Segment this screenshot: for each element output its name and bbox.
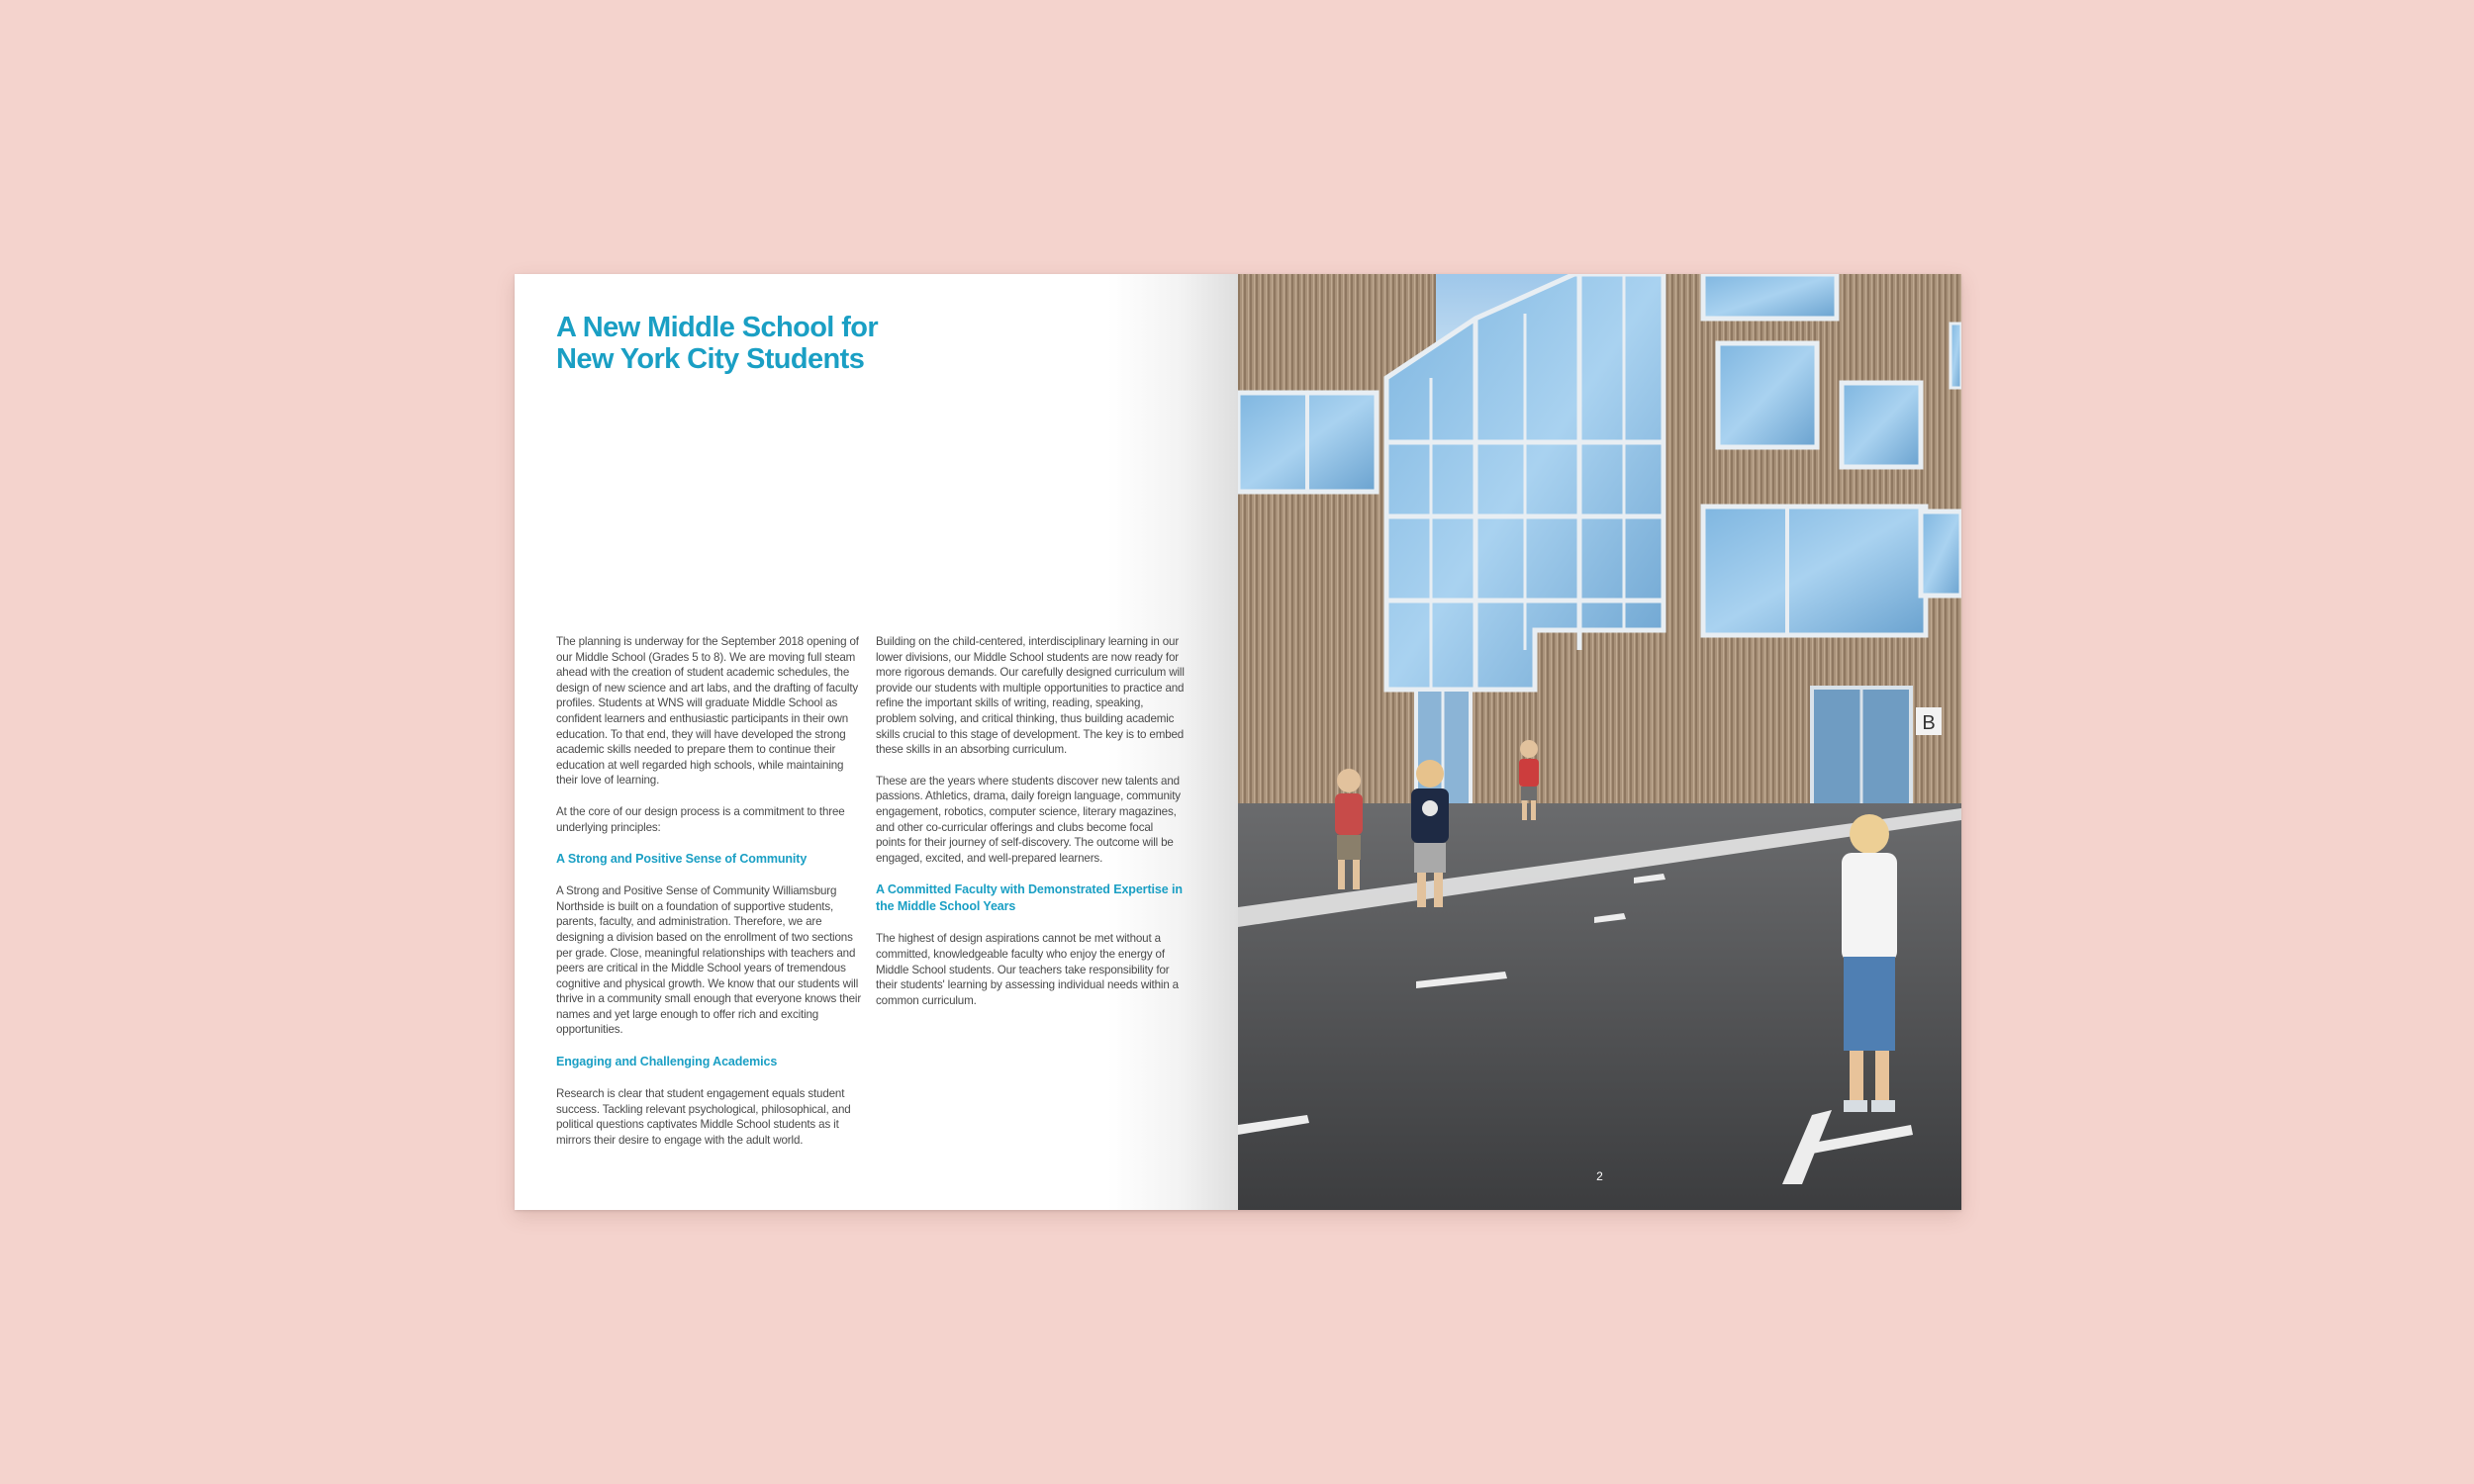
paragraph: Research is clear that student engagement equals student success. Tackling relevant psychological, philosophical, and political questions captivates Middle School students as it mirrors their desire to engage with the adult world.: [556, 1087, 851, 1147]
paragraph: At the core of our design process is a commitment to three underlying principles:: [556, 804, 845, 834]
paragraph: The planning is underway for the September 2018 opening of our Middle School (Grades 5 to 8). We are moving full steam ahead with the creation of student academic schedules, the design of new science and art labs, and the drafting of faculty profiles. Students at WNS will graduate Middle School as confident learners and enthusiastic participants in their own education. To that end, they will have developed the strong academic skills needed to prepare them to continue their education at well regarded high schools, while maintaining their love of learning.: [556, 635, 859, 788]
section-heading: Engaging and Challenging Academics: [556, 1055, 778, 1069]
section-heading: A Strong and Positive Sense of Community: [556, 852, 808, 867]
paragraph: These are the years where students discover new talents and passions. Athletics, drama, daily foreign language, community engagement, robotics, computer science, literary magazines, and other co-curricular offerings and clubs become focal points for their journey of self-discovery. The outcome will be engaged, excited, and well-prepared learners.: [876, 774, 1181, 865]
section-heading: A Committed Faculty with Demonstrated Expertise in the Middle School Years: [876, 882, 1183, 914]
building-sign: B: [1922, 712, 1936, 734]
paragraph: A Strong and Positive Sense of Community Williamsburg Northside is built on a foundation of supportive students, parents, faculty, and administration. Therefore, we are designing a division based on the enrollment of two sections per grade. Close, meaningful relationships with teachers and peers are critical in the Middle School years of tremendous cognitive and physical growth. We know that our students will thrive in a community small enough that everyone knows their names and yet large enough to offer rich and exciting opportunities.: [556, 884, 862, 1037]
text-column-1: [556, 634, 865, 1163]
text-column-2: [876, 634, 1185, 1024]
right-page: [1238, 274, 1961, 1210]
paragraph: Building on the child-centered, interdisciplinary learning in our lower divisions, our Middle School students are now ready for more rigorous demands. Our carefully designed curriculum will provide our students with multiple opportunities to practice and refine the important skills of writing, reading, speaking, problem solving, and critical thinking, thus building academic skills crucial to this stage of development. The key is to embed these skills in an absorbing curriculum.: [876, 635, 1185, 757]
schoolyard-photo: [1238, 274, 1961, 1210]
page-number: 2: [1596, 1169, 1603, 1183]
paragraph: The highest of design aspirations cannot be met without a committed, knowledgeable faculty who enjoy the energy of Middle School students. Our teachers take responsibility for their students' learning by assessing individual needs within a common curriculum.: [876, 932, 1179, 1007]
left-page: [515, 274, 1238, 1210]
page-title: A New Middle School for New York City Students: [556, 312, 879, 375]
brochure-spread: [515, 274, 1961, 1210]
